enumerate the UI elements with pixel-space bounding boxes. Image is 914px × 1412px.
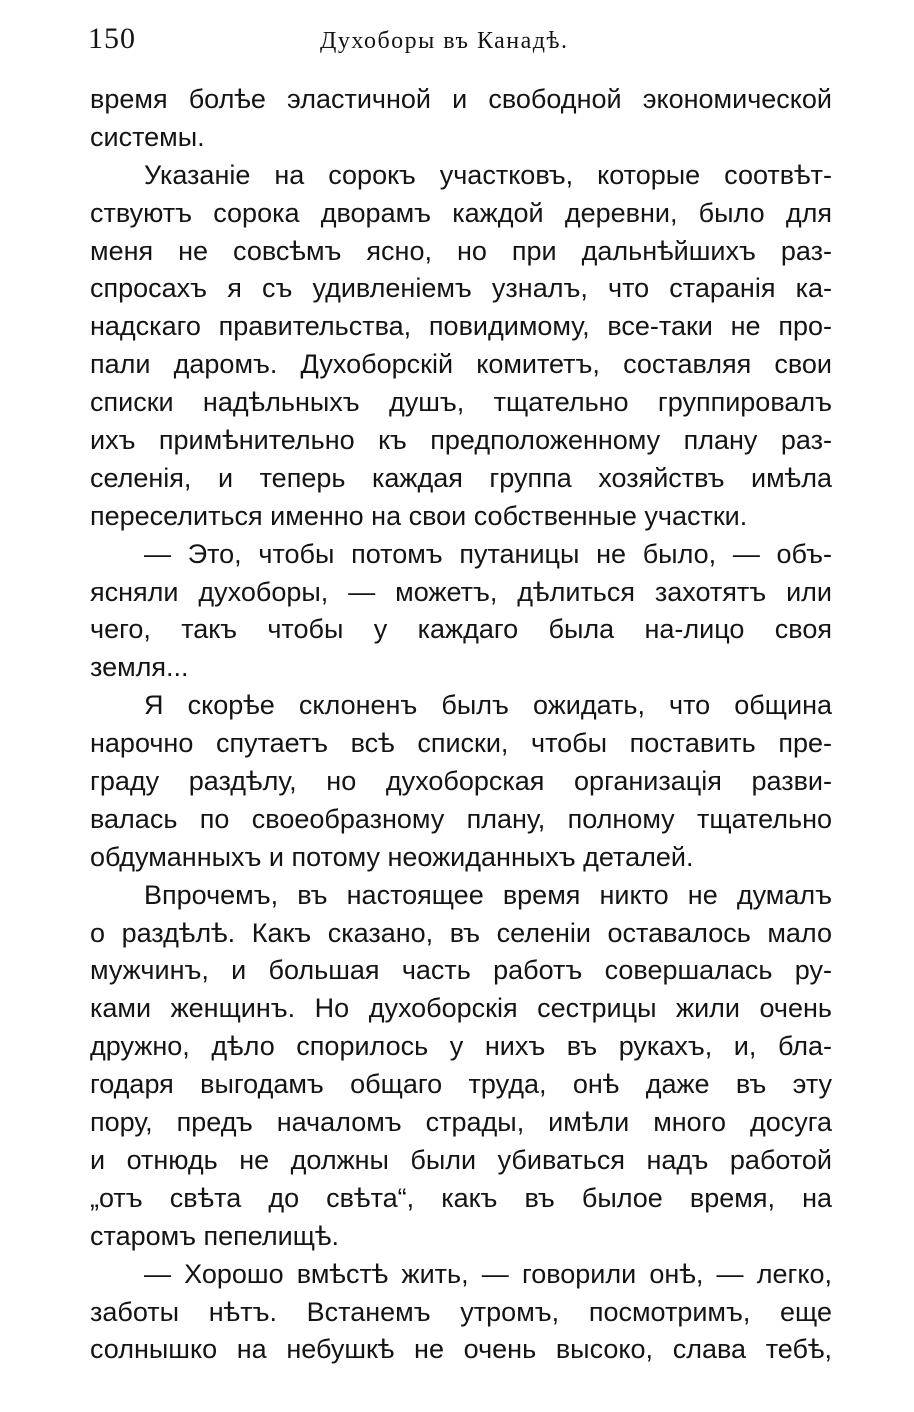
text-line: годаря выгодамъ общаго труда, онѣ даже въ эту: [90, 1069, 832, 1100]
text-line: „отъ свѣта до свѣта“, какъ въ былое время, на: [90, 1182, 832, 1213]
text-line: земля...: [90, 652, 189, 683]
paragraph: [90, 536, 832, 688]
text-line: Я скорѣе склоненъ былъ ожидать, что община: [144, 690, 832, 721]
text-line: солнышко на небушкѣ не очень высоко, слава тебѣ,: [90, 1334, 832, 1365]
paragraph: [90, 157, 832, 536]
text-line: дружно, дѣло спорилось у нихъ въ рукахъ, и, бла-: [90, 1031, 832, 1062]
text-line: время болѣе эластичной и свободной экономической: [90, 84, 832, 114]
page-number: 150: [88, 22, 136, 55]
text-line: ками женщинъ. Но духоборскія сестрицы жили очень: [90, 993, 832, 1024]
text-line: пору, предъ началомъ страды, имѣли много досуга: [90, 1107, 832, 1138]
text-line: — Хорошо вмѣстѣ жить, — говорили онѣ, — легко,: [144, 1258, 832, 1289]
text-line: мужчинъ, и большая часть работъ совершалась ру-: [90, 955, 832, 986]
paragraph: [90, 687, 832, 876]
text-line: пали даромъ. Духоборскій комитетъ, составляя свои: [90, 349, 832, 380]
text-line: ствуютъ сорока дворамъ каждой деревни, было для: [90, 197, 832, 228]
text-line: Впрочемъ, въ настоящее время никто не думалъ: [144, 879, 832, 910]
text-line: и отнюдь не должны были убиваться надъ работой: [90, 1144, 832, 1175]
text-line: обдуманныхъ и потому неожиданныхъ деталей.: [90, 841, 694, 872]
text-line: меня не совсѣмъ ясно, но при дальнѣйшихъ раз-: [90, 235, 832, 266]
paragraph: [90, 877, 832, 1256]
text-line: ихъ примѣнительно къ предположенному плану раз-: [90, 425, 832, 456]
running-title: Духоборы въ Канадѣ.: [320, 28, 569, 54]
text-line: списки надѣльныхъ душъ, тщательно группировалъ: [90, 387, 832, 418]
body-text: [90, 81, 832, 1369]
text-line: валась по своеобразному плану, полному тщательно: [90, 803, 832, 834]
text-line: чего, такъ чтобы у каждаго была на-лицо своя: [90, 614, 832, 645]
text-line: переселиться именно на свои собственные участки.: [90, 500, 748, 531]
paragraph: [90, 1256, 832, 1370]
page-header: [88, 22, 833, 62]
text-line: надскаго правительства, повидимому, все-таки не про-: [90, 311, 832, 342]
text-line: граду раздѣлу, но духоборская организація разви-: [90, 766, 832, 797]
text-line: о раздѣлѣ. Какъ сказано, въ селеніи оставалось мало: [90, 917, 832, 948]
paragraph: [90, 81, 832, 157]
text-line: Указаніе на сорокъ участковъ, которые соотвѣт-: [144, 159, 832, 190]
text-line: ясняли духоборы, — можетъ, дѣлиться захотятъ или: [90, 576, 832, 607]
text-line: селенія, и теперь каждая группа хозяйствъ имѣла: [90, 462, 832, 493]
text-line: заботы нѣтъ. Встанемъ утромъ, посмотримъ, еще: [90, 1296, 832, 1327]
text-line: — Это, чтобы потомъ путаницы не было, — объ-: [144, 538, 832, 569]
text-line: нарочно спутаетъ всѣ списки, чтобы поставить пре-: [90, 728, 832, 759]
text-line: спросахъ я съ удивленіемъ узналъ, что старанія ка-: [90, 273, 832, 304]
text-line: старомъ пепелищѣ.: [90, 1220, 340, 1251]
text-line: системы.: [90, 121, 205, 152]
